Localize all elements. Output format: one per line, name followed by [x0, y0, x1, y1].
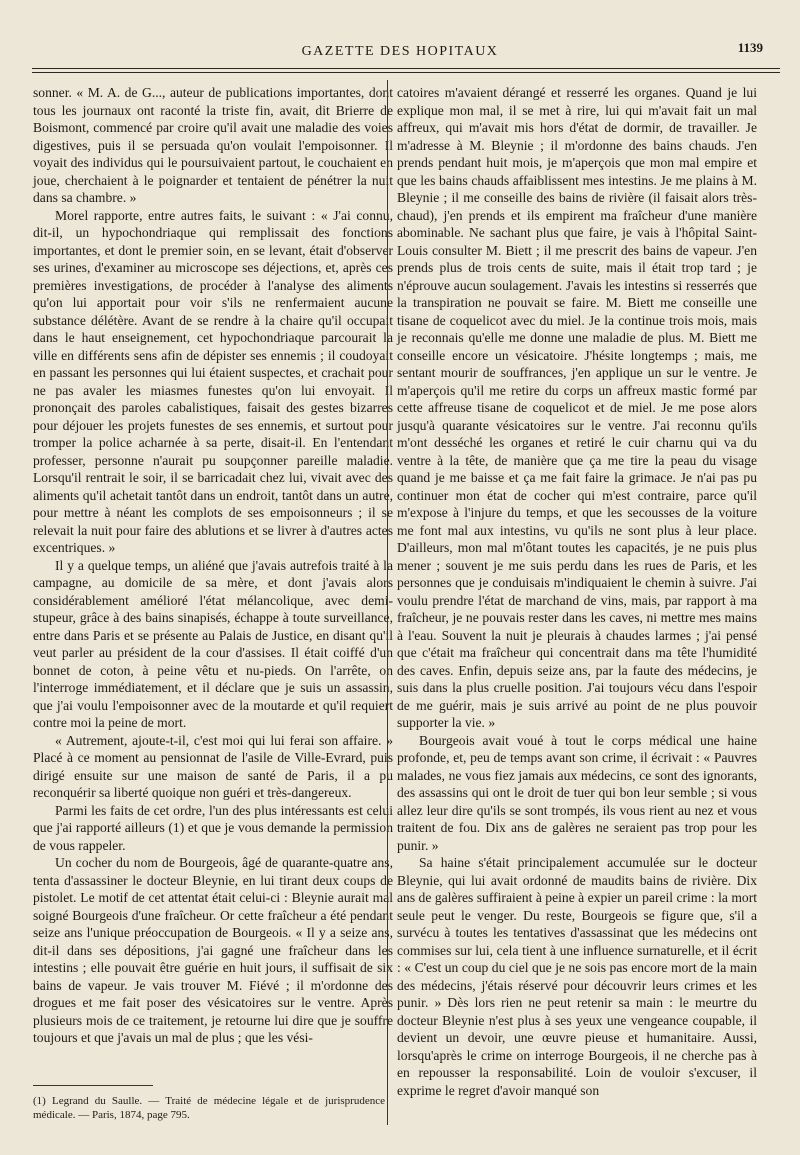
header-rule-top	[32, 68, 780, 69]
journal-title: GAZETTE DES HOPITAUX	[301, 44, 499, 59]
paragraph: « Autrement, ajoute-t-il, c'est moi qui lui ferai son affaire. » Placé à ce moment au pensionnat de l'asile de Ville-Evrard, puis dirigé ensuite sur une maison de santé de Paris, il a pu reconquérir sa liberté quoique non guéri et très-dangereux.	[33, 732, 393, 800]
paragraph: catoires m'avaient dérangé et resserré les organes. Quand je lui explique mon mal, il se met à rire, lui qui m'avait fait un mal affreux, qui m'avait mis hors d'état de dormir, de travailler. Je m'adresse à M. Bleynie ; il m'ordonne des bains chauds. J'en prends pendant huit mois, je m'aperçois que mon mal empire et que les bains chauds affaiblissent mes intestins. Je me plains à M. Bleynie ; il me conseille des bains de rivière (il faisait alors très-chaud), j'en prends et ils empirent ma fraîcheur d'une manière abominable. Ne sachant plus que faire, je vais à l'hôpital Saint-Louis consulter M. Biett ; il me prescrit des bains de vapeur. J'en prends plus de trois cents de suite, mais il était trop tard ; je n'éprouve aucun soulagement. J'avais les intestins si resserrés que la transpiration ne pouvait se faire. M. Biett me conseille une tisane de coquelicot avec du miel. Je la continue trois mois, mais je reconnais qu'elle me donne une maladie de plus. M. Biett me conseille encore un vésicatoire. J'hésite longtemps ; mais, me sentant mourir de souffrances, j'en applique un sur le ventre. Je m'aperçois qu'il me retire du corps un affreux mastic formé par cette affreuse tisane de coquelicot et de miel. Je me pose alors jusqu'à quarante vésicatoires sur le ventre. J'ai reconnu qu'ils m'ont desséché les organes et retiré le cuir charnu qui va du ventre à la tête, de manière que ça me tire la peau du visage quand je me baisse et ça me fait faire la grimace. Je n'ai pas pu continuer mon état de cocher qui m'est contraire, parce qu'il m'expose à l'injure du temps, et que les secousses de la voiture me font mal aux intestins, vu qu'ils ne sont plus à leur place. D'ailleurs, mon mal m'ôtant toutes les capacités, je ne puis plus mener ; souvent je me suis perdu dans les rues de Paris, et les personnes que je conduisais m'indiquaient le chemin à suivre. J'ai voulu prendre l'état de marchand de vins, mais, par rapport à ma fraîcheur, je ne pouvais rester dans les caves, ni mettre mes mains à l'eau. Souvent la nuit je pleurais à chaudes larmes ; j'ai pensé que c'était ma fraîcheur qui concentrait dans ma tête l'humidité des caves. Enfin, depuis seize ans, par la faute des médecins, je suis dans la plus cruelle position. J'ai toujours vécu dans l'espoir de me guérir, mais je suis arrivé au point de ne plus pouvoir supporter la vie. »	[397, 85, 757, 730]
page-number: 1139	[737, 40, 763, 55]
footnote-rule	[33, 1085, 153, 1086]
right-column	[397, 84, 757, 1099]
header-rule-bottom	[32, 72, 780, 73]
paragraph: Morel rapporte, entre autres faits, le suivant : « J'ai connu, dit-il, un hypochondriaque qui remplissait des fonctions importantes, et dont le premier soin, en se levant, était d'observer ses urines, d'examiner au microscope ses déjections, et, après ces premières investigations, de procéder à l'analyse des aliments qu'on lui apportait pour voir s'ils ne renfermaient aucune substance délétère. Avant de se rendre à la chaire qu'il occupait dans le haut enseignement, cet hypochondriaque parcourait la ville en différents sens afin de dépister ses ennemis ; il coudoyait en passant les personnes qui lui étaient suspectes, et crachait pour ne pas avaler les miasmes funestes qu'on lui envoyait. Il prononçait des paroles cabalistiques, faisait des gestes bizarres pour déjouer les projets funestes de ses ennemis, et surtout pour tromper la police acharnée à sa perte, disait-il. En l'entendant professer, personne n'aurait pu soupçonner pareille maladie. Lorsqu'il rentrait le soir, il se barricadait chez lui, vivait avec des aliments qu'il achetait tantôt dans un endroit, tantôt dans un autre, pour mettre à néant les complots de ses empoisonneurs ; il se relevait la nuit pour faire des ablutions et se livrer à d'autres actes excentriques. »	[33, 207, 393, 555]
paragraph: Bourgeois avait voué à tout le corps médical une haine profonde, et, peu de temps avant son crime, il écrivait : « Pauvres malades, ne vous fiez jamais aux médecins, ce sont des ignorants, des assassins qui ont le droit de tuer qui bon leur semble ; si vous allez leur dire qu'ils se sont trompés, ils vous rient au nez et vous traitent de fou. Dix ans de galères ne seraient pas trop pour les punir. »	[397, 732, 757, 853]
left-column	[33, 84, 393, 1047]
paragraph: sonner. « M. A. de G..., auteur de publications importantes, dont tous les journaux ont raconté la triste fin, avait, dit Brierre de Boismont, commencé par croire qu'il avait une maladie des voies digestives, puis il se persuada qu'on voulait l'empoisonner. Il voyait des individus qui le poursuivaient partout, le couchaient en joue, cherchaient à le poignarder et tentaient de pénétrer la nuit dans sa chambre. »	[33, 85, 393, 205]
paragraph: Sa haine s'était principalement accumulée sur le docteur Bleynie, qui lui avait ordonné de maudits bains de rivière. Dix ans de galères suffiraient à peine à expier un pareil crime : la mort seule peut le venger. Du reste, Bourgeois se figure que, s'il a survécu à toutes les tentatives d'assassinat que les médecins ont commises sur lui, cela tient à une influence surnaturelle, et il écrit : « C'est un coup du ciel que je ne sois pas encore mort de la main des médecins, j'étais réservé pour découvrir leurs crimes et les punir. » Dès lors rien ne peut retenir sa main : le meurtre du docteur Bleynie n'est plus à ses yeux une vengeance coupable, il devient un devoir, une œuvre pieuse et humanitaire. Aussi, lorsqu'après le crime on interroge Bourgeois, il ne cherche pas à en repousser la responsabilité. Loin de vouloir s'excuser, il exprime le regret d'avoir manqué son	[397, 855, 757, 1098]
paragraph: Parmi les faits de cet ordre, l'un des plus intéressants est celui que j'ai rapporté ailleurs (1) et que je vous demande la permission de vous rappeler.	[33, 802, 393, 853]
paragraph: Il y a quelque temps, un aliéné que j'avais autrefois traité à la campagne, au domicile de sa mère, et dont j'avais alors considérablement amélioré l'état mélancolique, avec demi-stupeur, grâce à des bains sinapisés, échappe à toute surveillance, entre dans Paris et se présente au Palais de Justice, en disant qu'il veut parler au président de la cour d'assises. Il était coiffé d'un bonnet de coton, à peine vêtu et nu-pieds. On l'arrête, on l'interroge immédiatement, et il déclare que je suis un assassin, que j'ai voulu l'empoisonner avec de la moutarde et qu'il requiert contre moi la peine de mort.	[33, 557, 393, 730]
footnote: (1) Legrand du Saulle. — Traité de médecine légale et de jurisprudence médicale. — Paris, 1874, page 795.	[33, 1095, 385, 1121]
column-divider	[387, 80, 388, 1125]
page-header	[0, 36, 800, 66]
paragraph: Un cocher du nom de Bourgeois, âgé de quarante-quatre ans, tenta d'assassiner le docteur Bleynie, en lui tirant deux coups de pistolet. Le motif de cet attentat était celui-ci : Bleynie aurait mal soigné Bourgeois d'une fraîcheur. Or cette fraîcheur a été pendant seize ans l'unique préoccupation de Bourgeois. « Il y a seize ans, dit-il dans ses dépositions, j'ai gagné une fraîcheur dans les intestins ; elle pouvait être guérie en huit jours, il suffisait de six bains de vapeur. Je vais trouver M. Fiévé ; il m'ordonne des drogues et me fait poser des vésicatoires sur le ventre. Après plusieurs mois de ce traitement, je retourne lui dire que je souffre toujours et que j'avais un mal de plus ; que les vési-	[33, 855, 393, 1045]
